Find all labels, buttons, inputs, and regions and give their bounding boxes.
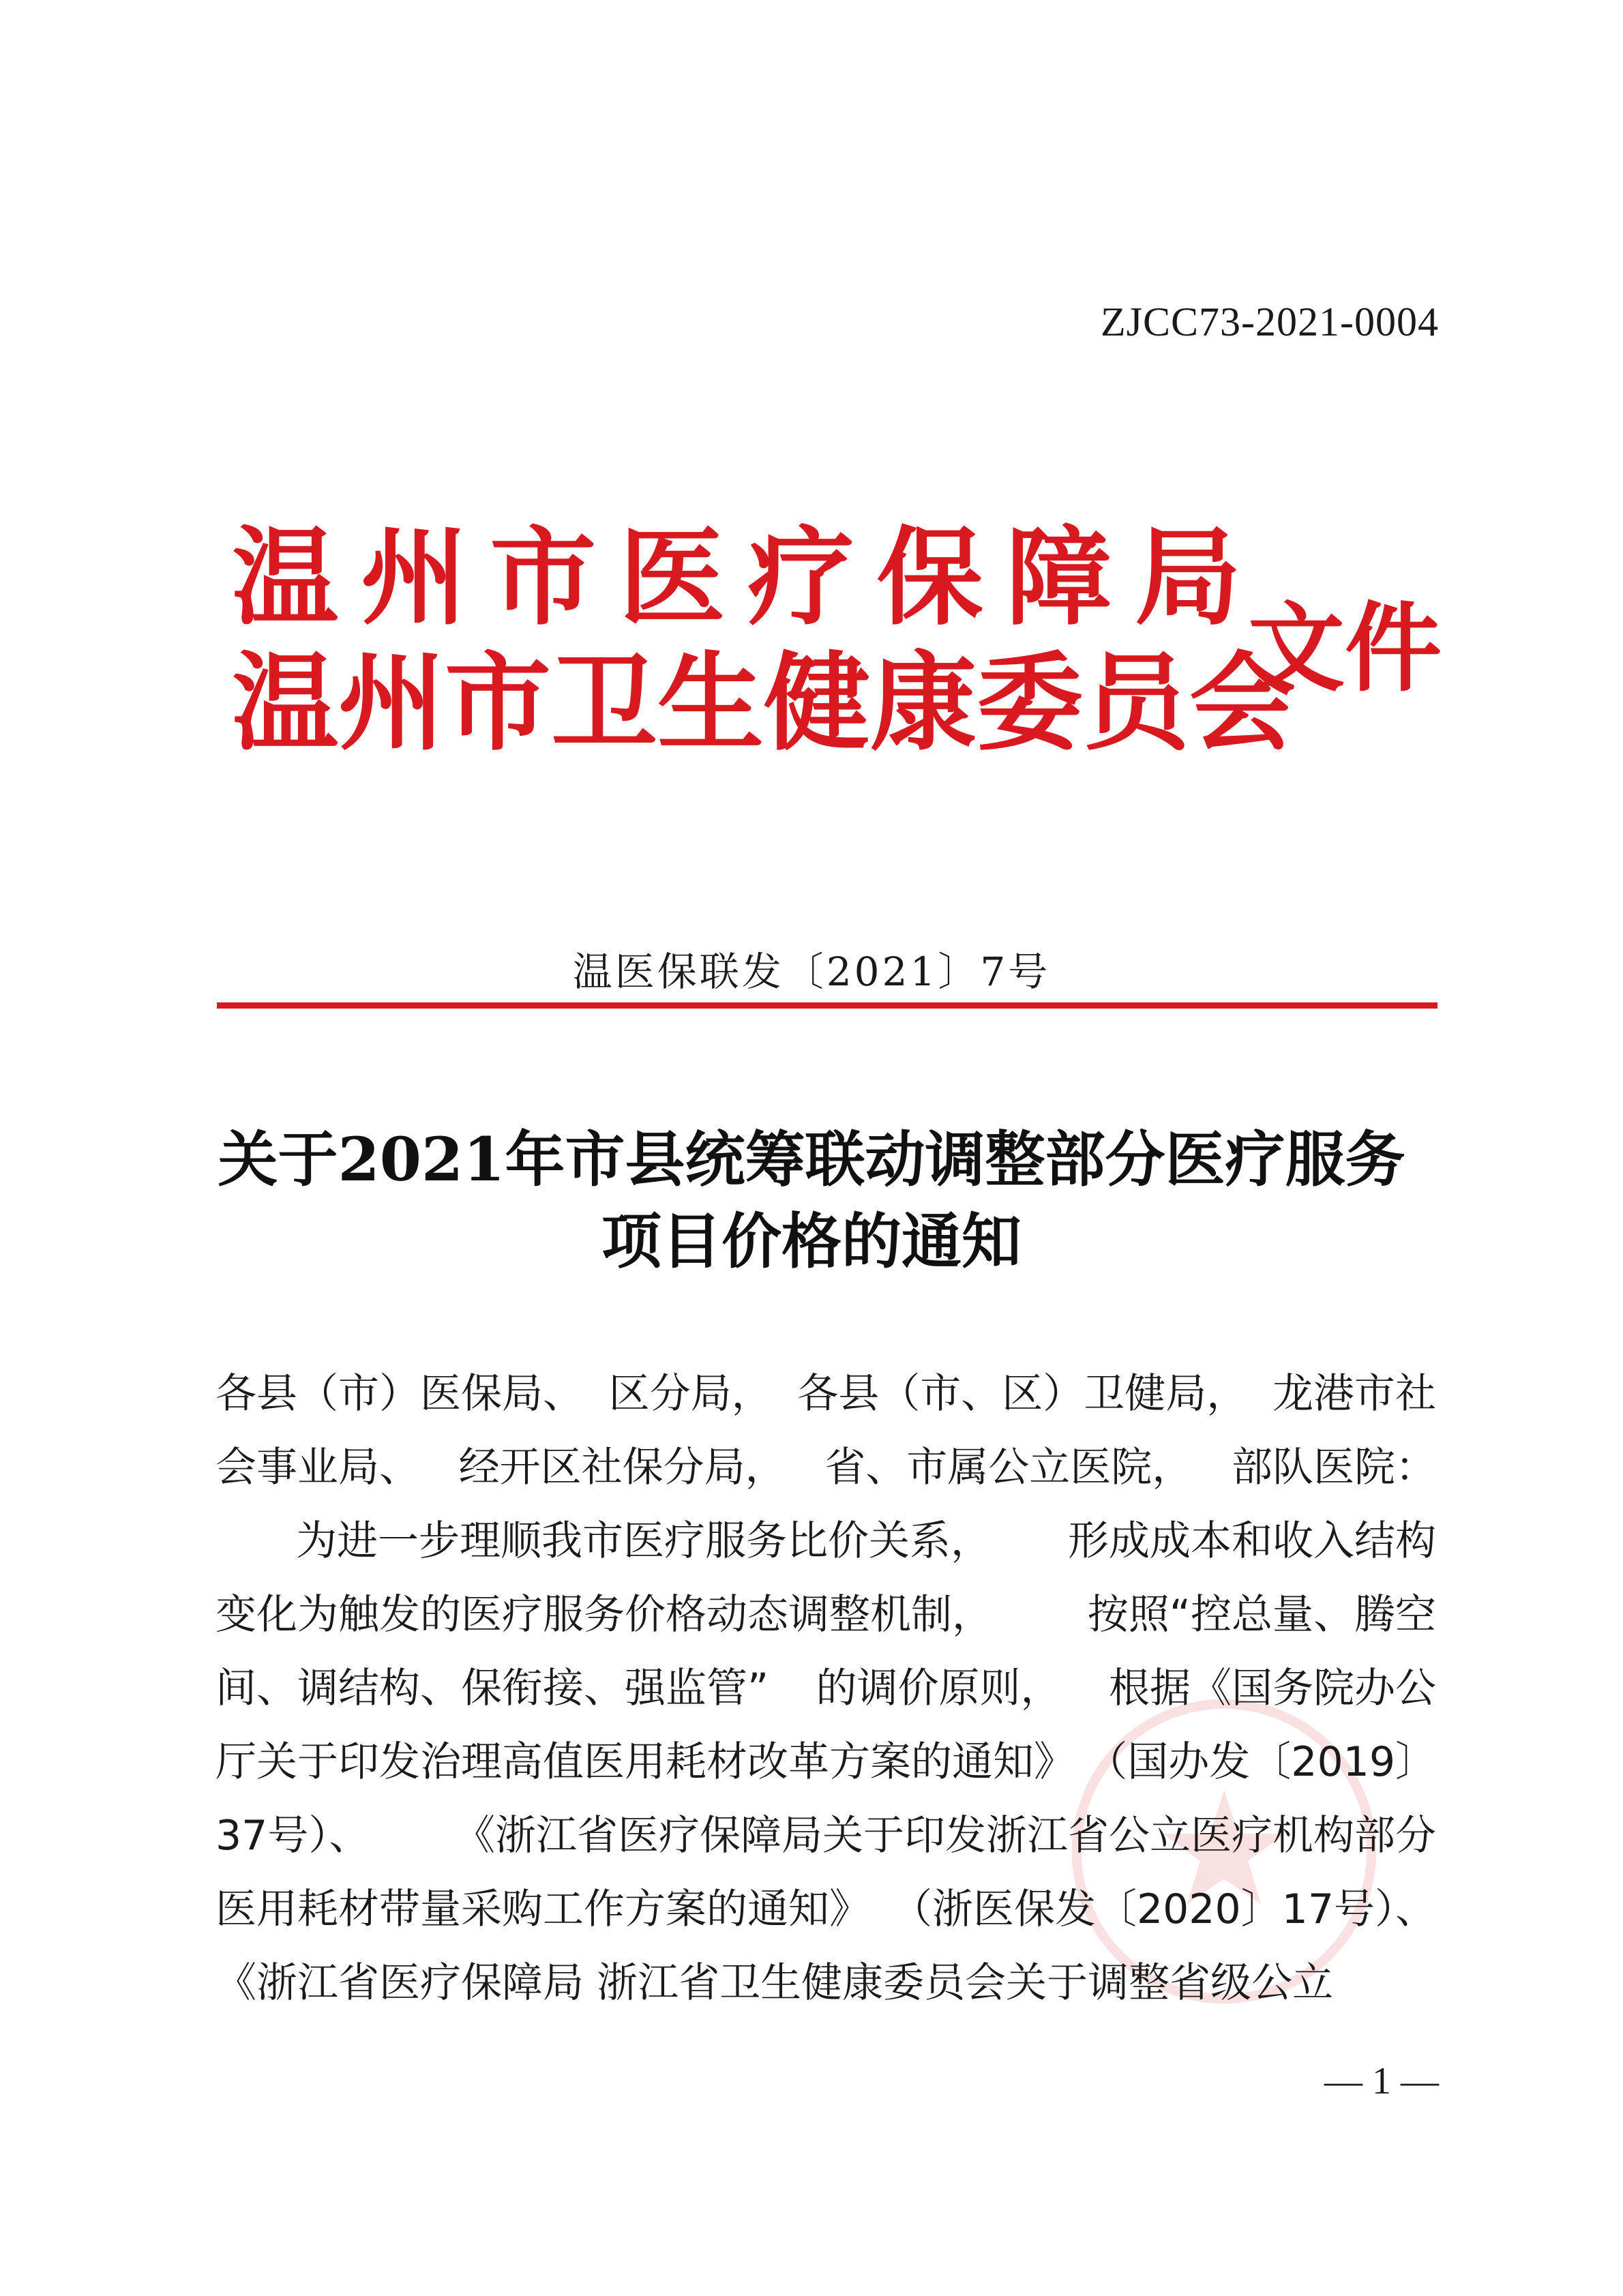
issuer-char: 障 <box>1005 516 1112 640</box>
issuer-char: 州 <box>361 516 468 640</box>
issuer-char: 温 <box>232 641 338 765</box>
issuer-char: 市 <box>445 641 551 765</box>
document-code: ZJCC73-2021-0004 <box>1101 299 1439 344</box>
issuer-char: 医 <box>619 516 726 640</box>
issuer-char: 温 <box>232 516 338 640</box>
issuer-char: 健 <box>764 641 870 765</box>
title-line-1: 关于2021年市县统筹联动调整部分医疗服务 <box>218 1124 1405 1195</box>
addressee-line: 各县（市）医保局、 区分局， 各县（市、区）卫健局， 龙港市社 <box>215 1370 1436 1418</box>
notice-title <box>0 1118 1623 1282</box>
issuer-char: 市 <box>490 516 597 640</box>
issuer-char: 保 <box>876 516 983 640</box>
paragraph-line: 《浙江省医疗保障局 浙江省卫生健康委员会关于调整省级公立 <box>215 1959 1334 2007</box>
issuer-char: 局 <box>1134 516 1241 640</box>
red-header <box>232 508 1459 781</box>
addressee-line: 会事业局、 经开区社保分局， 省、市属公立医院， 部队医院： <box>215 1444 1436 1491</box>
issuer-char: 卫 <box>551 641 657 765</box>
body-text <box>215 1357 1436 2020</box>
title-line-2: 项目价格的通知 <box>601 1206 1022 1277</box>
page-number: — 1 — <box>1324 2060 1439 2102</box>
issuer-line-health-commission <box>232 641 1296 765</box>
paragraph-line: 厅关于印发治理高值医用耗材改革方案的通知》 （国办发〔2019〕 <box>215 1738 1436 1786</box>
issuer-char: 疗 <box>747 516 854 640</box>
document-number: 温医保联发〔2021〕7号 <box>572 949 1051 995</box>
paragraph-line: 间、调结构、保衔接、强监管” 的调价原则， 根据《国务院办公 <box>215 1665 1436 1712</box>
issuer-char: 州 <box>338 641 445 765</box>
issuer-char: 生 <box>657 641 764 765</box>
issuer-char: 会 <box>1189 641 1296 765</box>
issuer-char: 委 <box>977 641 1083 765</box>
issuer-char: 员 <box>1083 641 1189 765</box>
document-suffix: 文件 <box>1248 593 1442 705</box>
paragraph-line: 37号）、 《浙江省医疗保障局关于印发浙江省公立医疗机构部分 <box>215 1812 1436 1860</box>
issuer-line-medical-security <box>232 516 1241 640</box>
red-divider <box>217 1002 1438 1009</box>
paragraph-line: 为进一步理顺我市医疗服务比价关系， 形成成本和收入结构 <box>296 1517 1436 1565</box>
issuer-char: 康 <box>870 641 977 765</box>
paragraph-line: 变化为触发的医疗服务价格动态调整机制， 按照“控总量、腾空 <box>215 1591 1436 1639</box>
paragraph-line: 医用耗材带量采购工作方案的通知》 （浙医保发〔2020〕17号）、 <box>215 1885 1436 1933</box>
